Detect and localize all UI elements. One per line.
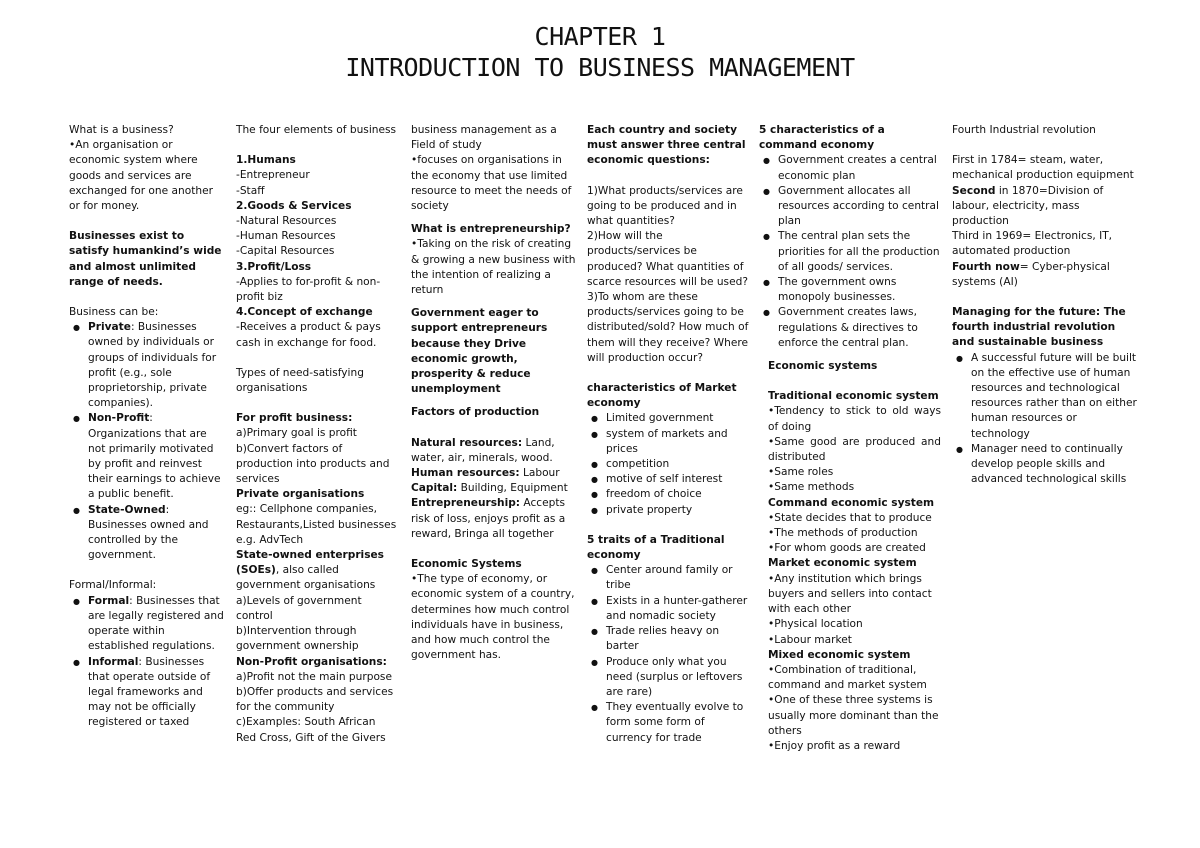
org-line: b)Intervention through government ownership <box>236 625 359 653</box>
system-line: •Physical location <box>768 618 863 631</box>
column-four-elements <box>236 123 398 746</box>
list-item: ● Government allocates all resources according to central plan <box>778 184 941 230</box>
heading-fourth-revolution: Fourth Industrial revolution <box>952 124 1096 136</box>
revolution-first: First in 1784= steam, water, mechanical production equipment <box>952 154 1134 182</box>
system-line: •Labour market <box>768 633 852 646</box>
factor-natural: Natural resources: Land, water, air, minerals, wood. <box>411 436 555 464</box>
org-line: eg:: Cellphone companies, Restaurants,Listed businesses e.g. AdvTech <box>236 503 397 546</box>
businesses-exist-text: Businesses exist to satisfy humankind’s wide and almost unlimited range of needs. <box>69 230 222 288</box>
list-item: ● Produce only what you need (surplus or leftovers are rare) <box>606 655 749 701</box>
system-line: •Tendency to stick to old ways of doing <box>768 405 941 433</box>
element-line: -Entrepreneur <box>236 169 310 182</box>
system-line: •Same methods <box>768 481 855 494</box>
chapter-number: CHAPTER 1 <box>534 22 666 51</box>
nonprofit-orgs-heading: Non-Profit organisations: <box>236 655 387 668</box>
heading-market-system: Market economic system <box>768 557 917 570</box>
heading-traditional-system: Traditional economic system <box>768 390 939 403</box>
system-line: •One of these three systems is usually more dominant than the others <box>768 694 939 737</box>
element-line: -Staff <box>236 184 265 197</box>
economic-systems-text: •The type of economy, or economic system of a country, determines how much control individuals have in business, and how much control the government has. <box>411 573 575 662</box>
revolution-second: Second in 1870=Division of labour, electricity, mass production <box>952 184 1104 228</box>
list-item: ● Informal: Businesses that operate outside of legal frameworks and may not be officially registered or taxed <box>88 655 227 731</box>
private-orgs-heading: Private organisations <box>236 488 365 501</box>
system-line: •Same roles <box>768 466 834 479</box>
heading-field-of-study: business management as a Field of study <box>411 124 557 152</box>
for-profit-heading: For profit business: <box>236 412 353 425</box>
heading-command-economy: 5 characteristics of a command economy <box>759 124 885 152</box>
heading-mixed-system: Mixed economic system <box>768 648 911 661</box>
list-item: ● They eventually evolve to form some form of currency for trade <box>606 700 749 746</box>
formal-informal-list <box>69 594 227 731</box>
heading-traditional-economy: 5 traits of a Traditional economy <box>587 533 725 562</box>
list-item: ● Government creates a central economic plan <box>778 153 941 183</box>
revolution-fourth: Fourth now= Cyber-physical systems (AI) <box>952 260 1110 288</box>
soe-line: State-owned enterprises (SOEs), also called government organisations <box>236 549 384 592</box>
list-item: ● competition <box>606 457 749 472</box>
system-line: •For whom goods are created <box>768 542 926 555</box>
list-item: ● Non-Profit: Organizations that are not primarily motivated by profit and reinvest their earnings to achieve a public benefit. <box>88 411 227 502</box>
government-support-text: Government eager to support entrepreneurs because they Drive economic growth, prosperity & reduce unemployment <box>411 307 548 396</box>
column-fourth-industrial-revolution <box>952 123 1138 487</box>
list-item: ● The central plan sets the priorities for all the production of all goods/ services. <box>778 229 941 275</box>
list-item: ● A successful future will be built on the effective use of human resources and technological resources rather than on either human resources or technology <box>971 351 1138 442</box>
system-line: •Enjoy profit as a reward <box>768 739 901 752</box>
org-line: a)Profit not the main purpose <box>236 670 392 683</box>
system-line: •Combination of traditional, command and market system <box>768 663 927 692</box>
what-is-business-text: •An organisation or economic system where goods and services are exchanged for one another or for money. <box>69 139 213 213</box>
system-line: •Same good are produced and distributed <box>768 435 941 464</box>
element-line: -Capital Resources <box>236 245 335 258</box>
heading-market-economy: characteristics of Market economy <box>587 382 737 410</box>
element-line: -Applies to for-profit & non-profit biz <box>236 275 381 304</box>
heading-four-elements: The four elements of business <box>236 124 397 136</box>
heading-types-orgs: Types of need-satisfying organisations <box>236 366 364 395</box>
list-item: ● Trade relies heavy on barter <box>606 624 749 654</box>
list-item: ● private property <box>606 503 749 518</box>
element-goods: 2.Goods & Services <box>236 199 352 212</box>
command-economy-list <box>759 153 941 351</box>
list-item: ● Manager need to continually develop people skills and advanced technological skills <box>971 442 1138 488</box>
list-item: ● State-Owned: Businesses owned and controlled by the government. <box>88 503 227 564</box>
org-line: b)Offer products and services for the community <box>236 685 394 714</box>
column-what-is-business <box>69 123 227 731</box>
field-text: •focuses on organisations in the economy that use limited resource to meet the needs of society <box>411 154 572 213</box>
heading-managing-future: Managing for the future: The fourth industrial revolution and sustainable business <box>952 306 1126 349</box>
element-humans: 1.Humans <box>236 154 296 167</box>
org-line: a)Primary goal is profit <box>236 427 357 440</box>
question-2: 2)How will the products/services be produced? What quantities of scarce resources will be used? <box>587 230 748 288</box>
list-item: ● freedom of choice <box>606 487 749 502</box>
factor-capital: Capital: Building, Equipment <box>411 482 568 495</box>
list-item: ● system of markets and prices <box>606 427 749 457</box>
heading-entrepreneurship: What is entrepreneurship? <box>411 223 571 236</box>
org-line: a)Levels of government control <box>236 594 362 622</box>
formal-informal-heading: Formal/Informal: <box>69 579 157 592</box>
system-line: •State decides that to produce <box>768 511 932 524</box>
org-line: b)Convert factors of production into products and services <box>236 442 390 486</box>
list-item: ● Government creates laws, regulations & directives to enforce the central plan. <box>778 305 941 351</box>
element-line: -Natural Resources <box>236 215 337 228</box>
factor-entrepreneurship: Entrepreneurship: Accepts risk of loss, enjoys profit as a reward, Bringa all together <box>411 497 566 540</box>
element-line: -Receives a product & pays cash in exchange for food. <box>236 321 381 349</box>
org-line: c)Examples: South African Red Cross, Gift of the Givers <box>236 716 386 744</box>
system-line: •Any institution which brings buyers and sellers into contact with each other <box>768 572 932 616</box>
heading-economic-systems: Economic Systems <box>411 558 522 571</box>
list-item: ● Private: Businesses owned by individuals or groups of individuals for profit (e.g., sole proprietorship, private companies). <box>88 320 227 411</box>
list-item: ● Center around family or tribe <box>606 563 749 593</box>
future-list <box>952 351 1138 488</box>
list-item: ● Formal: Businesses that are legally registered and operate within established regulations. <box>88 594 227 655</box>
column-field-of-study <box>411 123 576 664</box>
system-line: •The methods of production <box>768 527 918 540</box>
heading-factors: Factors of production <box>411 406 540 419</box>
column-command-economy <box>759 123 941 754</box>
revolution-third: Third in 1969= Electronics, IT, automated production <box>952 230 1113 258</box>
heading-economic-questions: Each country and society must answer three central economic questions: <box>587 124 746 167</box>
list-item: ● Limited government <box>606 411 749 426</box>
list-item: ● The government owns monopoly businesses. <box>778 275 941 305</box>
entrepreneurship-text: •Taking on the risk of creating & growing a new business with the intention of realizing a return <box>411 238 576 297</box>
chapter-title: INTRODUCTION TO BUSINESS MANAGEMENT <box>345 53 855 82</box>
business-can-be-heading: Business can be: <box>69 306 159 319</box>
heading-economic-systems: Economic systems <box>768 360 878 373</box>
element-profit: 3.Profit/Loss <box>236 260 312 273</box>
list-item: ● motive of self interest <box>606 472 749 487</box>
list-item: ● Exists in a hunter-gatherer and nomadic society <box>606 594 749 624</box>
traditional-economy-list <box>587 563 749 745</box>
element-line: -Human Resources <box>236 230 336 243</box>
question-1: 1)What products/services are going to be produced and in what quantities? <box>587 184 743 228</box>
factor-human: Human resources: Labour <box>411 467 560 480</box>
element-exchange: 4.Concept of exchange <box>236 306 373 319</box>
heading-what-is-business: What is a business? <box>69 124 174 136</box>
column-economic-questions <box>587 123 749 746</box>
business-types-list <box>69 320 227 563</box>
question-3: 3)To whom are these products/services going to be distributed/sold? How much of them will they receive? Where will production occur? <box>587 291 749 364</box>
heading-command-system: Command economic system <box>768 496 935 509</box>
market-economy-list <box>587 411 749 517</box>
